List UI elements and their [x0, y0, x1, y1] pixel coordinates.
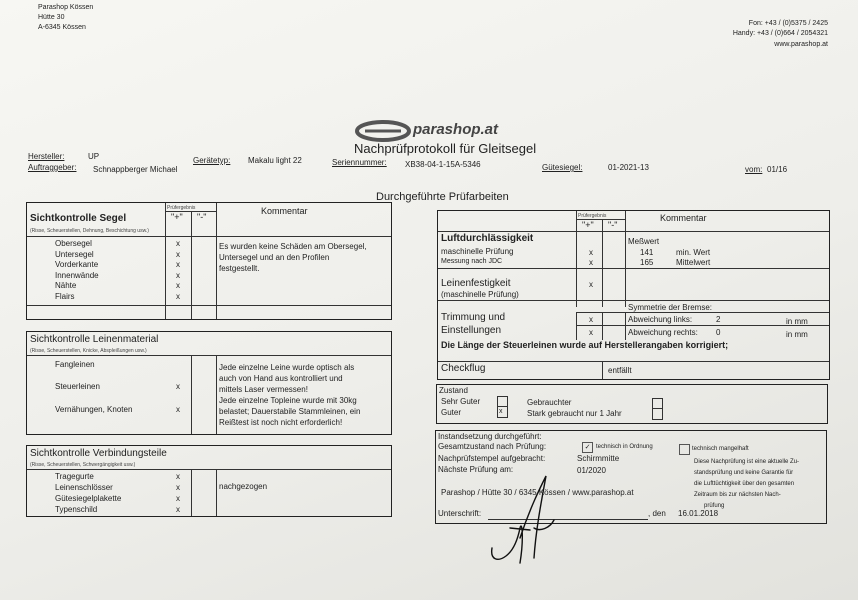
segel-row-label: Untersegel [55, 249, 94, 259]
segel-row-mark: x [176, 291, 180, 301]
leinen-comment-line: Jede einzelne Topleine wurde mit 30kg [219, 396, 357, 405]
luft-v1: 141 [640, 248, 654, 257]
checkflug-label: Checkflug [441, 363, 486, 374]
leinen-comment-line: auch von Hand aus kontrolliert und [219, 374, 343, 383]
geraetetyp-label: Gerätetyp: [193, 156, 231, 165]
leinen-row-label: Steuerleinen [55, 382, 100, 391]
luft-sub1: maschinelle Prüfung [441, 247, 514, 256]
segel-row-label: Obersegel [55, 239, 92, 248]
segel-table [26, 202, 392, 320]
instand-line2: Gesamtzustand nach Prüfung: [438, 442, 547, 451]
verbindung-row-label: Gütesiegelplakette [55, 494, 122, 503]
guetesiegel-label: Gütesiegel: [542, 163, 583, 172]
trimm-unit: in mm [786, 317, 808, 326]
vom-value: 01/16 [767, 165, 788, 174]
luft-messwert: Meßwert [628, 237, 660, 246]
zustand-sehr-gut: Sehr Guter [441, 397, 481, 406]
ok-checkbox[interactable]: ✓ [582, 442, 593, 453]
disclaimer-line: standsprüfung und keine Garantie für [694, 470, 794, 476]
segel-comment-line: Es wurden keine Schäden am Obersegel, [219, 242, 367, 251]
contact-web: www.parashop.at [774, 41, 828, 48]
verbindung-table [26, 445, 392, 517]
auftraggeber-value: Schnappberger Michael [93, 165, 178, 174]
trimm-unit: in mm [786, 330, 808, 339]
trimm-links-label: Abweichung links: [628, 315, 693, 324]
trimm-rechts-value: 0 [716, 328, 721, 337]
luft-mark: x [589, 248, 593, 257]
leinen-row-mark: x [176, 382, 180, 391]
company-name: Parashop Kössen [38, 4, 94, 11]
segel-row-mark: x [176, 249, 180, 259]
right-pruef-head: Prüfergebnis [578, 213, 607, 219]
company-city: A-6345 Kössen [38, 24, 86, 31]
trimm-symmetrie: Symmetrie der Bremse: [628, 303, 713, 312]
hersteller-value: UP [88, 152, 100, 161]
den-label: , den [648, 509, 666, 518]
trimm-note: Die Länge der Steuerleinen wurde auf Herstellerangaben korrigiert; [441, 340, 729, 350]
leinen-row-label: Vernähungen, Knoten [55, 405, 133, 414]
instand-line3: Nachprüfstempel aufgebracht: [438, 454, 546, 463]
segel-row-mark: x [176, 239, 180, 248]
instand-stempel: Schirmmitte [577, 454, 620, 463]
verbindung-labels [55, 471, 121, 515]
verbindung-comment: nachgezogen [219, 482, 268, 491]
segel-comment-line: Untersegel und an den Profilen [219, 253, 330, 262]
instand-line4: Nächste Prüfung am: [438, 465, 514, 474]
right-plus-head: "+" [582, 220, 594, 230]
leinen-comment-line: belastet; Dauerstabile Stammleinen, ein [219, 407, 361, 416]
verbindung-row-label: Typenschild [55, 505, 98, 514]
auftraggeber-label: Auftraggeber: [28, 163, 77, 172]
mangel-label: technisch mangelhaft [692, 446, 749, 452]
logo-swoosh-icon [355, 120, 411, 142]
leinen-comment-line: mittels Laser vermessen! [219, 385, 308, 394]
luft-sub2: Messung nach JDC [441, 258, 503, 265]
pruef-table [437, 210, 830, 380]
leinen-row-label: Fangleinen [55, 360, 95, 369]
section-title: Durchgeführte Prüfarbeiten [376, 191, 509, 203]
verbindung-row-label: Leinenschlösser [55, 483, 113, 492]
leinen-comment-line: Reißtest ist noch nicht erforderlich! [219, 418, 343, 427]
leinen-subtitle: (Risse, Scheuerstellen, Knicke, Abspleißungen usw.) [30, 348, 147, 354]
disclaimer [694, 457, 799, 512]
segel-title: Sichtkontrolle Segel [30, 213, 127, 224]
segel-subtitle: (Risse, Scheuerstellen, Dehnung, Beschichtung usw.) [30, 228, 149, 234]
vom-label: vom: [745, 165, 763, 174]
trimm-title: Trimmung und [441, 312, 506, 323]
disclaimer-line: prüfung [704, 503, 725, 509]
segel-row-label: Vorderkante [55, 260, 99, 269]
segel-kommentar-head: Kommentar [261, 206, 308, 216]
company-street: Hütte 30 [38, 14, 65, 21]
segel-comment [219, 241, 367, 274]
luft-v2: 165 [640, 258, 654, 267]
leinen-title: Sichtkontrolle Leinenmaterial [30, 334, 159, 345]
leinen-table [26, 331, 392, 435]
zustand-gebraucht: Gebrauchter [527, 398, 572, 407]
leinen-row-mark: x [176, 405, 180, 414]
trimm-mark: x [589, 328, 593, 337]
segel-row-label: Flairs [55, 291, 75, 301]
right-minus-head: "-" [608, 220, 618, 230]
unterschrift-label: Unterschrift: [438, 509, 482, 518]
logo-text: parashop.at [413, 121, 499, 138]
guetesiegel-value: 01-2021-13 [608, 163, 649, 172]
instand-date: 16.01.2018 [678, 509, 719, 518]
trimm-title2: Einstellungen [441, 325, 502, 336]
verbindung-row-mark: x [176, 472, 180, 481]
segel-row-label: Innenwände [55, 270, 99, 280]
festigkeit-sub: (maschinelle Prüfung) [441, 290, 519, 299]
doc-title: Nachprüfprotokoll für Gleitsegel [354, 141, 537, 156]
segel-row-mark: x [176, 260, 180, 269]
zustand-box [436, 384, 828, 424]
disclaimer-line: Zeitraum bis zur nächsten Nach- [694, 492, 781, 498]
disclaimer-line: die Lufttüchtigkeit über den gesamten [694, 481, 795, 487]
geraetetyp-value: Makalu light 22 [248, 156, 302, 165]
leinen-comment-line: Jede einzelne Leine wurde optisch als [219, 363, 355, 372]
contact-phone: Fon: +43 / (0)5375 / 2425 [748, 20, 828, 27]
festigkeit-mark: x [589, 280, 593, 289]
instand-naechste: 01/2020 [577, 466, 606, 475]
segel-row-mark: x [176, 281, 180, 290]
segel-row-mark: x [176, 270, 180, 280]
verbindung-row-mark: x [176, 505, 180, 514]
segel-row-label: Nähte [55, 281, 77, 290]
luft-l2: Mittelwert [676, 258, 711, 267]
luft-l1: min. Wert [676, 248, 711, 257]
zustand-checkbox-2[interactable] [652, 398, 663, 420]
festigkeit-title: Leinenfestigkeit [441, 278, 511, 289]
leinen-comment [219, 362, 360, 428]
contact-handy: Handy: +43 / (0)664 / 2054321 [732, 30, 828, 37]
trimm-links-value: 2 [716, 315, 721, 324]
instand-address: Parashop / Hütte 30 / 6345 Kössen / www.parashop.at [441, 488, 634, 497]
segel-plus-head: "+" [171, 212, 183, 222]
instand-line1: Instandsetzung durchgeführt: [438, 432, 542, 441]
hersteller-label: Hersteller: [28, 152, 65, 161]
segel-comment-line: festgestellt. [219, 264, 260, 273]
seriennummer-label: Seriennummer: [332, 158, 387, 167]
verbindung-subtitle: (Risse, Scheuerstellen, Schwergängigkeit usw.) [30, 462, 136, 468]
verbindung-marks [176, 471, 180, 515]
segel-minus-head: "-" [197, 212, 207, 222]
trimm-rechts-label: Abweichung rechts: [628, 328, 698, 337]
zustand-gut: Guter [441, 408, 462, 417]
luft-mark: x [589, 258, 593, 267]
ok-label: technisch in Ordnung [596, 444, 653, 450]
checkflug-value: entfällt [608, 366, 632, 375]
segel-labels [55, 239, 99, 302]
zustand-stark: Stark gebraucht nur 1 Jahr [527, 409, 622, 418]
verbindung-row-mark: x [176, 483, 180, 492]
verbindung-title: Sichtkontrolle Verbindungsteile [30, 448, 167, 459]
verbindung-row-label: Tragegurte [55, 472, 94, 481]
signature-image [480, 468, 570, 578]
trimm-mark: x [589, 315, 593, 324]
zustand-gut-mark: x [499, 408, 503, 415]
zustand-title: Zustand [439, 386, 468, 395]
luft-title: Luftdurchlässigkeit [441, 233, 534, 244]
segel-pruef-head: Prüfergebnis [167, 205, 196, 211]
seriennummer-value: XB38-04-1-15A-5346 [405, 160, 481, 169]
mangel-checkbox[interactable] [679, 444, 690, 455]
right-kommentar-head: Kommentar [660, 213, 707, 223]
segel-marks [176, 239, 180, 302]
disclaimer-line: Diese Nachprüfung ist eine aktuelle Zu- [694, 459, 800, 465]
verbindung-row-mark: x [176, 494, 180, 503]
